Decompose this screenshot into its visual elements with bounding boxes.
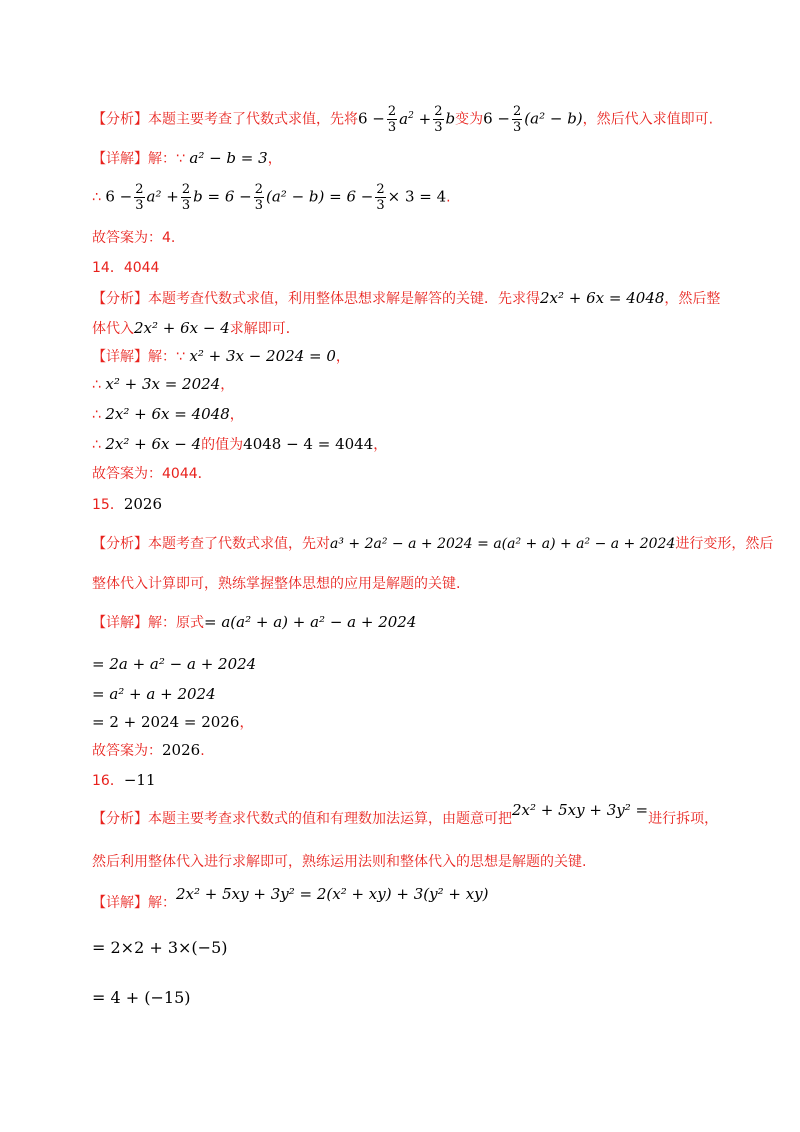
punctuation: ，: [267, 151, 282, 167]
q14-step-3: [92, 434, 387, 455]
q14-step-2: [92, 404, 244, 425]
math-expression: x² + 3x − 2024 = 0: [189, 347, 336, 365]
math-expression: 6 −: [358, 109, 385, 128]
q14-analysis-line-2: [92, 318, 300, 339]
q14-analysis-line-1: [92, 288, 720, 309]
punctuation: ，: [239, 715, 254, 731]
detail-tag: 【详解】: [92, 151, 148, 167]
math-expression: b = 6 −: [193, 187, 252, 206]
detail-tag: 【详解】: [92, 895, 148, 911]
q15-answer: [92, 740, 205, 761]
fraction: $\frac{2}{3}$: [135, 182, 144, 213]
punctuation: ，: [373, 437, 388, 453]
fraction: $\frac{2}{3}$: [513, 104, 522, 135]
punctuation: .: [200, 743, 205, 759]
math-expression: 2x² + 6x = 4048: [540, 289, 665, 307]
therefore-symbol: ∴: [92, 437, 101, 453]
q13-answer: 故答案为：4.: [92, 230, 176, 246]
analysis-text: 本题主要考查求代数式的值和有理数加法运算，由题意可把: [148, 811, 512, 827]
q13-detail-line: [92, 148, 282, 169]
analysis-text: 进行变形，然后: [675, 536, 774, 552]
analysis-text: 求解即可．: [229, 321, 300, 337]
detail-text: 的值为: [201, 437, 244, 453]
analysis-text: ，然后整: [664, 291, 721, 307]
q16-step-1: = 2×2 + 3×(−5): [92, 938, 228, 957]
math-expression: a² − b = 3: [189, 149, 268, 167]
q15-step-1: = 2a + a² − a + 2024: [92, 655, 257, 673]
fraction: $\frac{2}{3}$: [254, 182, 263, 213]
math-expression: x² + 3x = 2024: [105, 375, 221, 393]
therefore-symbol: ∴: [92, 377, 101, 393]
detail-text: 解：∵: [148, 151, 185, 167]
therefore-symbol: ∴: [92, 189, 101, 206]
detail-tag: 【详解】: [92, 615, 148, 631]
q13-step-line: [92, 182, 451, 213]
math-expression: 2x² + 5xy + 3y² =: [512, 801, 649, 819]
analysis-tag: 【分析】: [92, 291, 148, 307]
math-expression: 2x² + 5xy + 3y² = 2(x² + xy) + 3(y² + xy): [176, 885, 489, 903]
q15-detail-line: [92, 612, 416, 633]
fraction: $\frac{2}{3}$: [181, 182, 191, 213]
math-expression: × 3 = 4: [387, 187, 447, 206]
punctuation: ，: [220, 377, 235, 393]
q16-analysis-line-2: 然后利用整体代入进行求解即可，熟练运用法则和整体代入的思想是解题的关键.: [92, 854, 587, 870]
math-expression: 2x² + 6x − 4: [105, 435, 202, 453]
math-expression: (a² − b) = 6 −: [266, 187, 374, 206]
math-expression: 6 −: [483, 109, 510, 128]
punctuation: ，: [229, 407, 244, 423]
math-expression: a³ + 2a² − a + 2024 = a(a² + a) + a² − a + 2024: [330, 536, 676, 552]
detail-text: 解：原式: [148, 615, 204, 631]
math-expression: 4048 − 4 = 4044: [243, 435, 374, 453]
detail-text: 解：: [148, 895, 176, 911]
analysis-text: 进行拆项，: [648, 811, 719, 827]
detail-tag: 【详解】: [92, 349, 148, 365]
analysis-text: 本题主要考查了代数式求值，先将: [148, 111, 358, 128]
math-expression: = a(a² + a) + a² − a + 2024: [204, 613, 417, 631]
answer-value: 2026: [123, 495, 163, 513]
math-expression: $a^2$ +: [399, 109, 432, 128]
math-expression: (a² − b): [524, 109, 583, 128]
analysis-text: 变为: [455, 111, 484, 128]
answer-text: 故答案为：: [92, 743, 162, 759]
q16-heading: [92, 770, 155, 791]
question-number: 16．: [92, 773, 124, 789]
q15-step-2: = a² + a + 2024: [92, 685, 216, 703]
detail-text: 解：∵: [148, 349, 185, 365]
answer-value: −11: [123, 771, 156, 789]
math-expression: b: [445, 109, 456, 128]
analysis-text: ，然后代入求值即可.: [582, 111, 714, 128]
analysis-tag: 【分析】: [92, 111, 148, 128]
q15-analysis-line-2: 整体代入计算即可，熟练掌握整体思想的应用是解题的关键.: [92, 576, 461, 592]
math-expression: 2x² + 6x = 4048: [105, 405, 230, 423]
q14-step-1: [92, 374, 234, 395]
therefore-symbol: ∴: [92, 407, 101, 423]
q15-step-3: [92, 712, 253, 733]
q16-detail-line: [92, 885, 489, 913]
math-expression: a² +: [146, 187, 179, 206]
q16-analysis-line-1: [92, 801, 719, 829]
math-expression: 6 −: [105, 187, 133, 206]
fraction: $\frac{2}{3}$: [376, 182, 385, 213]
analysis-text: 体代入: [92, 321, 134, 337]
punctuation: .: [446, 189, 451, 206]
math-expression: 2x² + 6x − 4: [134, 319, 230, 337]
q15-heading: [92, 494, 162, 515]
fraction: $\frac{2}{3}$: [387, 104, 397, 135]
q14-answer: 故答案为：4044．: [92, 466, 212, 482]
analysis-tag: 【分析】: [92, 536, 148, 552]
q13-analysis-line: [92, 104, 713, 135]
q15-analysis-line-1: [92, 534, 773, 554]
analysis-text: 本题考查了代数式求值，先对: [148, 536, 330, 552]
fraction: $\frac{2}{3}$: [434, 104, 443, 135]
math-expression: = 2 + 2024 = 2026: [92, 713, 240, 731]
punctuation: ，: [335, 349, 350, 365]
question-number: 15．: [92, 497, 124, 513]
analysis-text: 本题考查代数式求值，利用整体思想求解是解答的关键．先求得: [148, 291, 540, 307]
answer-value: 2026: [162, 741, 201, 759]
q14-detail-line: [92, 346, 350, 367]
analysis-tag: 【分析】: [92, 811, 148, 827]
q14-heading: 14．4044: [92, 260, 160, 276]
q16-step-2: = 4 + (−15): [92, 988, 191, 1007]
